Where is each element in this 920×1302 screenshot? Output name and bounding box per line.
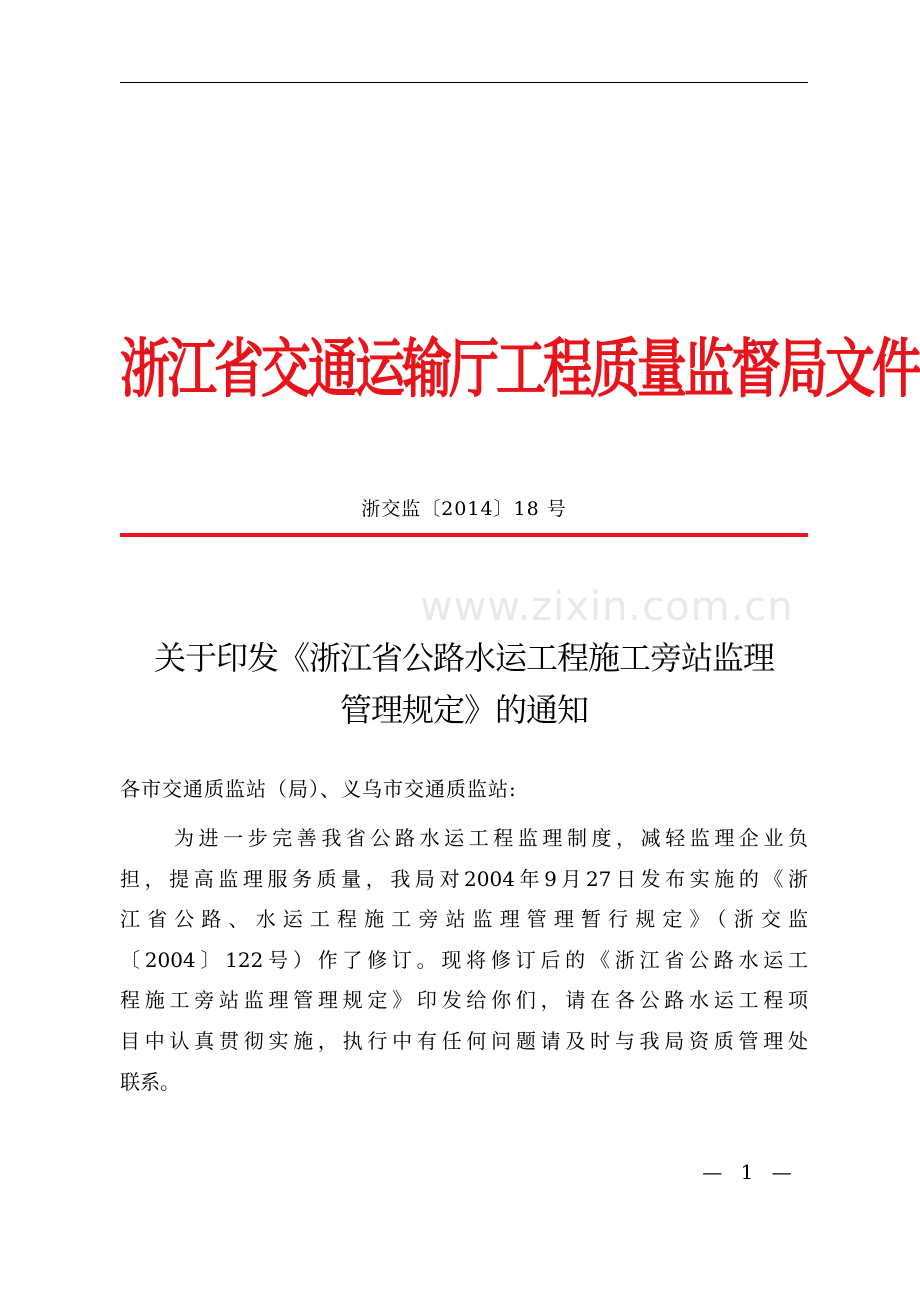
salutation: 各市交通质监站（局）、义乌市交通质监站: <box>120 777 517 801</box>
page-number: — 1 — <box>702 1160 798 1184</box>
body-line-5: 程施工旁站监理管理规定》印发给你们，请在各公路水运工程项 <box>120 988 808 1013</box>
issuer-masthead: 浙江省交通运输厅工程质量监督局文件 <box>120 332 919 407</box>
body-line-6: 目中认真贯彻实施，执行中有任何问题请及时与我局资质管理处 <box>120 1028 808 1053</box>
notice-body <box>120 818 808 1102</box>
document-number: 浙交监〔2014〕18 号 <box>361 498 567 520</box>
body-line-7: 联系。 <box>120 1069 180 1094</box>
notice-title <box>110 632 818 736</box>
top-rule <box>120 82 808 83</box>
red-separator-rule <box>120 533 808 537</box>
watermark: www.zixin.com.cn <box>420 584 794 630</box>
body-line-2: 担，提高监理服务质量，我局对2004年9月27日发布实施的《浙 <box>120 866 808 891</box>
body-line-4: 〔2004〕122号）作了修订。现将修订后的《浙江省公路水运工 <box>120 947 808 972</box>
body-line-1: 为进一步完善我省公路水运工程监理制度，减轻监理企业负 <box>174 826 808 850</box>
body-line-3: 江省公路、水运工程施工旁站监理管理暂行规定》（浙交监 <box>120 907 808 932</box>
notice-title-line-2: 管理规定》的通知 <box>339 691 588 729</box>
notice-title-line-1: 关于印发《浙江省公路水运工程施工旁站监理 <box>153 639 774 677</box>
